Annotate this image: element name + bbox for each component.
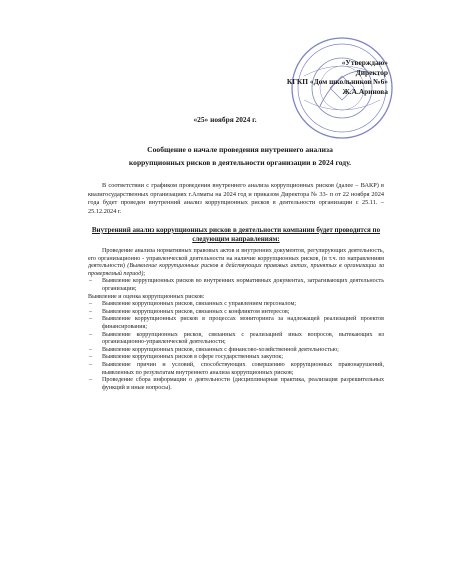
section-subtitle: Внутренний анализ коррупционных рисков в деятельности компании будет проводится по следующим направлениям:	[91, 226, 381, 243]
title-line-1: Сообщение о начале проведения внутреннего анализа	[147, 145, 333, 154]
body-section	[88, 248, 384, 392]
main-paragraph-text: Проведение анализа нормативных правовых актов и внутренних документов, регулирующих деятельность, его организационно - управленческой деятельности на наличие коррупционных рисков, (в т.ч. по направлениям деятельности)	[88, 248, 384, 270]
list-item: – Выявление коррупционных рисков, связанных с финансово-хозяйственной деятельностью;	[88, 347, 384, 355]
main-paragraph	[88, 248, 384, 278]
intro-paragraph: В соответствии с графиком проведения внутреннего анализа коррупционных рисков (далее – ВАКР) в квазигосударственных организациях г.Алматы на 2024 год и приказом Директора № 33- п от 22 ноября 2024 года будет проведен внутренний анализ коррупционных рисков в деятельности организации с 25.11. – 25.12.2024 г.	[88, 182, 384, 215]
main-paragraph-italic: (Выявление коррупционных рисков в действующих правовых актах, принятых в организации за проверяемый период);	[88, 263, 385, 277]
approval-heading: «Утверждаю»	[341, 58, 388, 67]
list-item: – Выявление коррупционных рисков, связанных с конфликтом интересов;	[88, 309, 384, 317]
approval-position: Директор	[355, 67, 388, 77]
approval-signatory: Ж.А.Аринова	[342, 86, 388, 96]
approval-block	[287, 58, 388, 96]
list-item: – Выявление коррупционных рисков в процессах мониторинга за надлежащей реализацией проектов финансирования;	[88, 316, 384, 331]
first-list	[88, 278, 384, 293]
title-line-2: коррупционных рисков в деятельности организации в 2024 году.	[128, 158, 352, 167]
list-item: – Выявление коррупционных рисков во внутренних нормативных документах, затрагивающих деятельность организации;	[88, 278, 384, 293]
intro-section	[88, 182, 384, 216]
document-title	[90, 143, 390, 169]
list-item: – Выявление коррупционных рисков, связанных с реализацией иных вопросов, вытекающих из организационно-управленческой деятельности;	[88, 332, 384, 347]
risk-list	[88, 301, 384, 392]
risk-assessment-heading: Выявление и оценка коррупционных рисков:	[88, 293, 205, 300]
list-item: – Проведение сбора информации о деятельности (дисциплинарная практика, реализация разрешительных функций и иные вопросы).	[88, 377, 384, 392]
document-date: «25» ноября 2024 г.	[193, 115, 257, 124]
approval-organization: КГКП «Дом школьников №6»	[286, 77, 388, 87]
list-item: – Выявление коррупционных рисков в сфере государственных закупок;	[88, 354, 384, 362]
list-item: – Выявление причин и условий, способствующих совершению коррупционных правонарушений, выявленных по результатам внутреннего анализа коррупционных рисков;	[88, 362, 384, 377]
list-item: – Выявление коррупционных рисков, связанных с управлением персоналом;	[88, 301, 384, 309]
